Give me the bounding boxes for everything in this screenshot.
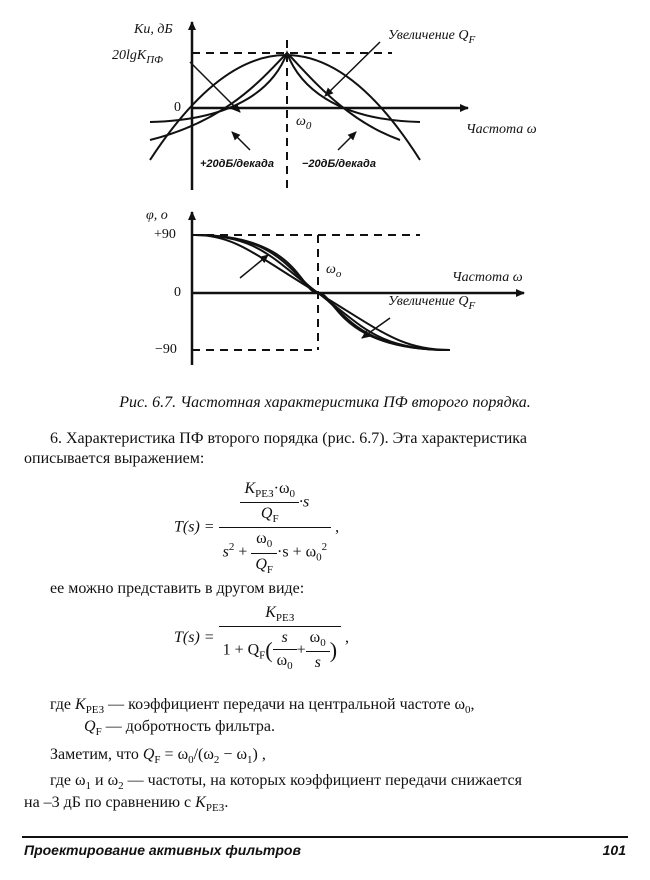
amp-slope-left: +20дБ/декада [200,158,274,170]
formula1-denominator [219,528,332,575]
note-w0-sub: 0 [188,754,194,767]
formula1-inner-num [240,480,299,503]
f2-frac-s-w [273,629,297,672]
f1-w0-sub: 0 [289,488,295,501]
def1-sub: 0 [465,704,471,717]
amp-zero-label: 0 [174,100,181,115]
formula2-fraction [219,604,341,672]
def1-pre: где [50,696,76,713]
phase-omega-text: ω [326,262,336,277]
formula2-lhs: T(s) = [174,628,215,646]
amp-arrow-left-slope [232,132,250,150]
formula-1 [174,480,339,576]
note-w1-sub: 1 [246,754,253,767]
formula1-numerator [219,480,332,528]
amp-omega-text: ω [296,114,306,129]
f1-den-s-sup: 2 [228,541,235,554]
f1-den-q: Q [255,555,267,573]
amp-arrow-right-slope [338,132,356,150]
amp-gain-sub: ПФ [146,53,164,66]
figure-graphics [0,0,650,380]
note3-end: . [224,794,229,811]
f2-w-sub: 0 [287,660,293,673]
f2-fsw-num [273,629,297,650]
note-end: ) , [252,746,266,763]
note-q-sub: F [154,754,161,767]
text-mid: ее можно представить в другом виде: [50,580,305,597]
paragraph-line-1: 6. Характеристика ПФ второго порядка (рис. 6.7). Эта характеристика [50,430,527,447]
def2-post: — добротность фильтра. [101,718,275,735]
def-line-1 [50,696,475,716]
amp-gain-label [112,48,163,66]
amp-x-label: Частота ω [466,122,537,137]
f2-w2-sub: 0 [320,637,326,650]
note-q: Q [142,746,155,763]
f2-den-prefix: 1 + Q [222,641,260,659]
f2-paren-open: ( [265,637,273,663]
note2-mid: и ω [91,772,119,789]
formula1-fraction [219,480,332,576]
note2-pre: где ω [50,772,86,789]
phase-arrow-left [240,255,268,278]
f2-k: K [265,604,276,621]
amp-y-label: Ku, дБ [134,22,173,37]
amp-gain-text: 20lgK [112,48,147,63]
phase-q-sub: F [468,299,476,312]
figure-6-7 [0,0,650,380]
note-pre: Заметим, что [50,746,143,763]
def1-end: , [470,696,475,713]
def2-q: Q [84,718,96,735]
amp-arrow-gain [190,62,240,112]
amp-curve-mid [150,53,400,140]
phase-top-label: +90 [154,227,176,242]
phase-zero-label: 0 [174,285,181,300]
amp-omega-sub: 0 [305,119,312,132]
def-line-2 [84,718,275,738]
phase-bottom-label: −90 [155,342,177,357]
note-minus: − ω [219,746,247,763]
f2-s2: s [314,654,321,672]
note-eq: = ω [160,746,189,763]
note2-sub2: 2 [118,780,124,793]
formula1-comma: , [335,518,340,536]
formula2-denominator [219,627,341,672]
f2-fsw-den [273,650,297,672]
amp-q-sub: F [468,33,476,46]
phase-omega-sub: o [335,267,342,280]
note3-sub: РЕЗ [205,802,225,815]
f1-den-frac-num [251,530,277,553]
f1-k: K [244,480,256,497]
note2-post: — частоты, на которых коэффициент передачи снижается [123,772,522,789]
f1-den-q-sub: F [266,563,274,576]
note-line-2 [50,772,522,792]
f1-s-tail: ·s [299,493,310,511]
formula1-inner-fraction [240,480,299,525]
note-line-1 [50,746,266,766]
note2-sub1: 1 [85,780,92,793]
figure-caption: Рис. 6.7. Частотная характеристика ПФ второго порядка. [119,394,531,411]
phase-q-label [388,294,475,312]
f1-den-w: ω [256,530,267,548]
amp-q-text: Увеличение Q [388,28,469,43]
f1-den-frac-den [251,554,277,576]
phase-omega0-label [326,262,341,280]
amp-q-label [388,28,475,46]
formula1-inner-den [240,503,299,525]
f1-q: Q [260,505,273,523]
f2-s: s [281,629,288,647]
footer-rule [22,836,628,838]
phase-q-text: Увеличение Q [388,294,469,309]
def1-post: — коэффициент передачи на центральной частоте ω [104,696,466,713]
f2-den-prefix-sub: F [259,649,266,662]
f2-k-sub: РЕЗ [275,612,295,625]
formula1-lhs: T(s) = [174,518,215,536]
f2-plus: + [296,641,306,659]
note3-pre: на –3 дБ по сравнению с [24,794,196,811]
amp-slope-right: −20дБ/декада [302,158,376,170]
amp-omega0-label [296,114,311,132]
f1-k-sub: РЕЗ [255,488,274,501]
f2-fws-num [306,629,330,652]
f2-fws-den [306,652,330,672]
note-w2-sub: 2 [213,754,220,767]
footer-title: Проектирование активных фильтров [24,842,301,858]
note-mid: /(ω [193,746,214,763]
formula2-comma: , [345,628,350,646]
f1-w0: ·ω [273,480,290,497]
formula1-den-fraction [251,530,277,575]
note3-k: K [195,794,206,811]
f1-q-sub: F [272,513,279,526]
formula2-numerator [219,604,341,627]
page-number: 101 [602,842,626,858]
phase-y-label: φ, о [146,208,168,223]
f2-w2: ω [309,629,321,647]
note-line-3 [24,794,228,814]
paragraph-line-2: описывается выражением: [24,450,205,467]
def1-k-sub: РЕЗ [85,704,105,717]
def1-k: K [75,696,86,713]
f1-den-s: s [222,543,229,561]
formula-2 [174,604,349,672]
def2-q-sub: F [95,726,102,739]
f1-den-mid: ·s + ω [277,543,317,561]
phase-x-label: Частота ω [452,270,523,285]
f1-den-plus: + [234,543,252,561]
f2-w: ω [276,652,288,670]
f1-den-w-sub: 0 [266,538,273,551]
f2-paren-close: ) [329,637,338,663]
f1-den-end-sub: 0 [316,551,322,564]
f2-frac-w-s [306,629,330,672]
f1-den-end-sup: 2 [321,541,328,554]
